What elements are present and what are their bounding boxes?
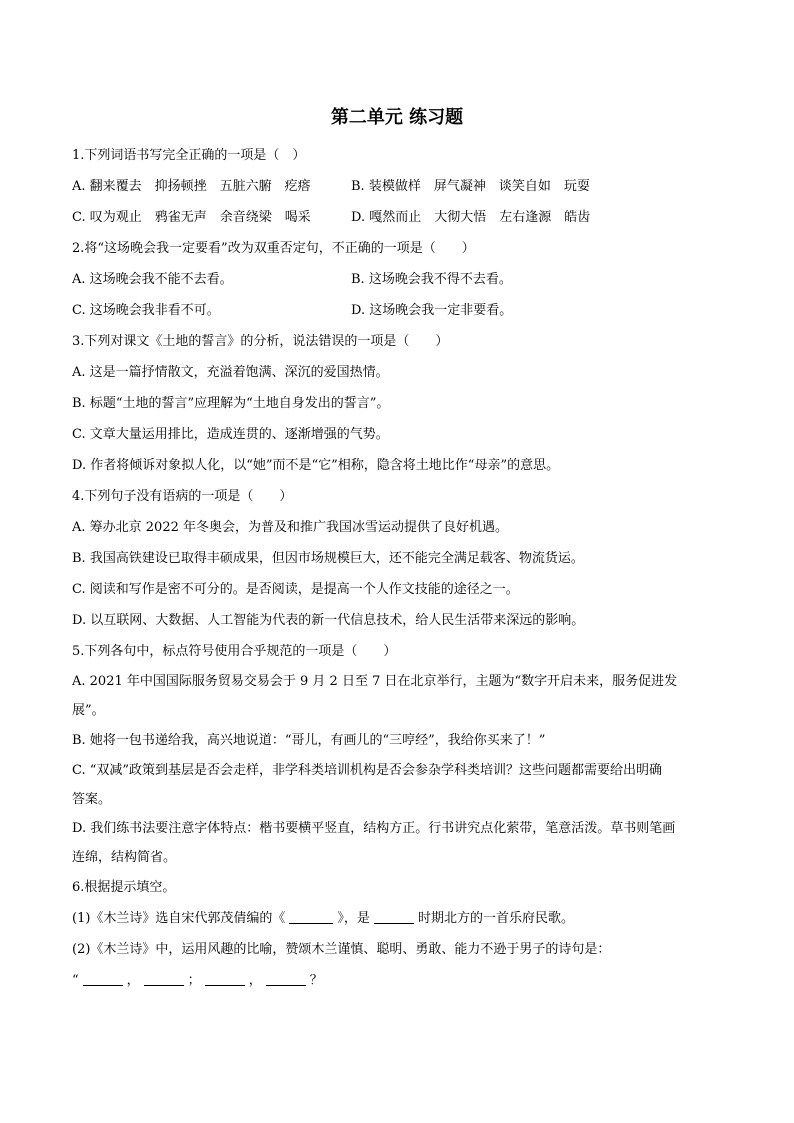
open-quote: “ (72, 973, 79, 988)
question-5-option-d-line-2: 连绵，结构简省。 (72, 850, 177, 865)
page-title: 第二单元 练习题 (330, 107, 464, 128)
question-5-stem: 5.下列各句中，标点符号使用合乎规范的一项是（ ） (72, 644, 397, 659)
question-5-option-c-line-1: C. “双减”政策到基层是否会走样，非学科类培训机构是否会参杂学科类培训？这些问题都需要给出明确 (72, 763, 663, 778)
question-2-option-a: A. 这场晚会我不能不去看。 (72, 272, 233, 287)
answer-blank[interactable] (205, 971, 245, 986)
question-1-option-c: C. 叹为观止 鸦雀无声 余音绕梁 喝采 (72, 210, 311, 225)
question-3-option-d: D. 作者将倾诉对象拟人化，以“她”而不是“它”相称，隐含将土地比作“母亲”的意思。 (72, 458, 560, 473)
question-6-part-1-text-a: (1)《木兰诗》选自宋代郭茂倩编的《 (72, 911, 286, 926)
answer-blank[interactable] (289, 909, 333, 924)
question-4-option-c: C. 阅读和写作是密不可分的。是否阅读，是提高一个人作文技能的途径之一。 (72, 582, 519, 597)
question-1-option-a: A. 翻来覆去 抑扬顿挫 五脏六腑 疙瘩 (72, 179, 311, 194)
question-6-part-1 (72, 903, 722, 934)
question-1-option-b: B. 装模做样 屏气凝神 谈笑自如 玩耍 (351, 179, 590, 194)
question-6-part-2: (2)《木兰诗》中，运用风趣的比喻，赞颂木兰谨慎、聪明、勇敢、能力不逊于男子的诗句是： (72, 942, 611, 957)
question-3-stem: 3.下列对课文《土地的誓言》的分析，说法错误的一项是（ ） (72, 334, 449, 349)
answer-blank[interactable] (374, 909, 414, 924)
answer-blank[interactable] (83, 971, 123, 986)
document-page (72, 100, 722, 996)
question-2-options-row-1 (72, 264, 722, 295)
question-5-option-d-line-1: D. 我们练书法要注意字体特点：楷书要横平竖直，结构方正。行书讲究点化萦带，笔意活泼。草书则笔画 (72, 821, 676, 836)
question-2-options-row-2 (72, 295, 722, 326)
question-2-stem: 2.将“这场晚会我一定要看”改为双重否定句，不正确的一项是（ ） (72, 241, 475, 256)
question-2-option-d: D. 这场晚会我一定非要看。 (351, 303, 513, 318)
question-5-option-a-line-1: A. 2021 年中国国际服务贸易交易会于 9 月 2 日至 7 日在北京举行，主题为“数字开启未来，服务促进发 (72, 674, 678, 689)
question-3-option-c: C. 文章大量运用排比，造成连贯的、逐渐增强的气势。 (72, 427, 389, 442)
question-6-stem: 6.根据提示填空。 (72, 880, 176, 895)
separator: ； (187, 973, 201, 988)
question-6-part-1-text-c: 时期北方的一首乐府民歌。 (417, 911, 574, 926)
question-3-option-b: B. 标题“土地的誓言”应理解为“土地自身发出的誓言”。 (72, 396, 390, 411)
question-2-option-c: C. 这场晚会我非看不可。 (72, 303, 220, 318)
question-mark: ？ (309, 973, 323, 988)
question-1-options-row-2 (72, 202, 722, 233)
question-4-stem: 4.下列句子没有语病的一项是（ ） (72, 489, 293, 504)
separator: ， (248, 973, 262, 988)
question-6-part-2-blanks (72, 965, 722, 996)
question-1-stem: 1.下列词语书写完全正确的一项是（ ） (72, 148, 306, 163)
question-4-option-b: B. 我国高铁建设已取得丰硕成果，但因市场规模巨大，还不能完全满足载客、物流货运。 (72, 551, 584, 566)
answer-blank[interactable] (144, 971, 184, 986)
question-5-option-c-line-2: 答案。 (72, 792, 112, 807)
question-4-option-a: A. 筹办北京 2022 年冬奥会，为普及和推广我国冰雪运动提供了良好机遇。 (72, 520, 509, 535)
question-5-option-a-line-2: 展”。 (72, 703, 105, 718)
answer-blank[interactable] (266, 971, 306, 986)
question-1-options-row-1 (72, 171, 722, 202)
question-2-option-b: B. 这场晚会我不得不去看。 (351, 272, 512, 287)
question-1-option-d: D. 嘎然而止 大彻大悟 左右逢源 皓齿 (351, 210, 591, 225)
question-4-option-d: D. 以互联网、大数据、人工智能为代表的新一代信息技术，给人民生活带来深远的影响。 (72, 613, 585, 628)
separator: ， (126, 973, 140, 988)
question-6-part-1-text-b: 》，是 (337, 911, 370, 926)
question-5-option-b: B. 她将一包书递给我，高兴地说道：“哥儿，有画儿的“三哼经”，我给你买来了！” (72, 733, 546, 748)
question-3-option-a: A. 这是一篇抒情散文，充溢着饱满、深沉的爱国热情。 (72, 365, 389, 380)
